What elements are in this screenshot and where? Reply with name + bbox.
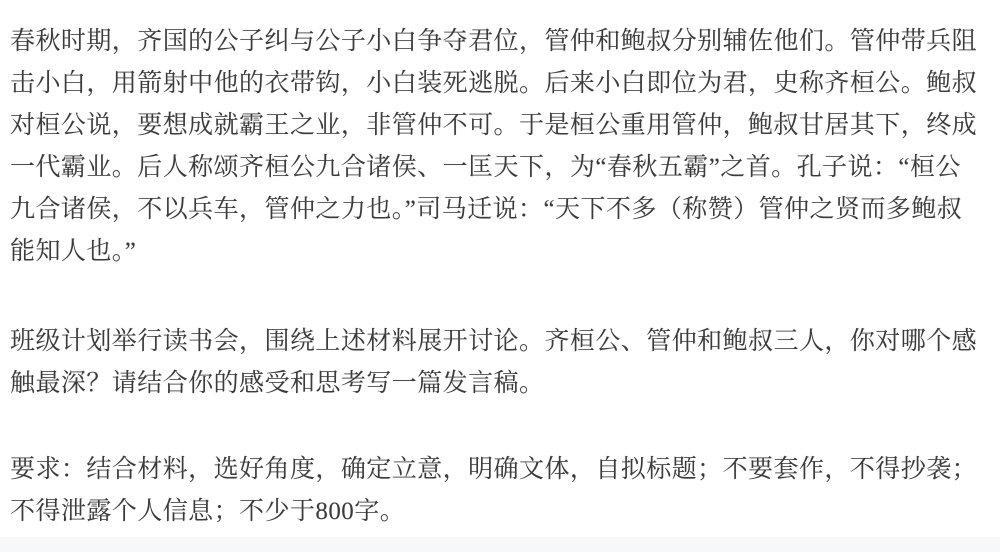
text-line: 九合诸侯，不以兵车，管仲之力也。”司马迁说：“天下不多（称赞）管仲之贤而多鲍叔 (10, 196, 963, 223)
text-line: 能知人也。” (10, 238, 137, 265)
text-line: 一代霸业。后人称颂齐桓公九合诸侯、一匡天下，为“春秋五霸”之首。孔子说：“桓公 (10, 154, 961, 181)
text-line: 春秋时期，齐国的公子纠与公子小白争夺君位，管仲和鲍叔分别辅佐他们。管仲带兵阻 (10, 28, 978, 55)
text-line: 击小白，用箭射中他的衣带钩，小白装死逃脱。后来小白即位为君，史称齐桓公。鲍叔 (10, 70, 978, 97)
text-line: 班级计划举行读书会，围绕上述材料展开讨论。齐桓公、管仲和鲍叔三人，你对哪个感 (10, 328, 978, 355)
paragraph-task (10, 321, 1000, 405)
text-line: 对桓公说，要想成就霸王之业，非管仲不可。于是桓公重用管仲，鲍叔甘居其下，终成 (10, 112, 978, 139)
text-line: 触最深？请结合你的感受和思考写一篇发言稿。 (10, 370, 545, 397)
paragraph-material (10, 21, 1000, 273)
page-bottom-band (0, 537, 1000, 552)
paragraph-requirements (10, 449, 1000, 533)
text-line: 不得泄露个人信息；不少于800字。 (10, 498, 406, 525)
text-line: 要求：结合材料，选好角度，确定立意，明确文体，自拟标题；不要套作，不得抄袭； (10, 456, 978, 483)
